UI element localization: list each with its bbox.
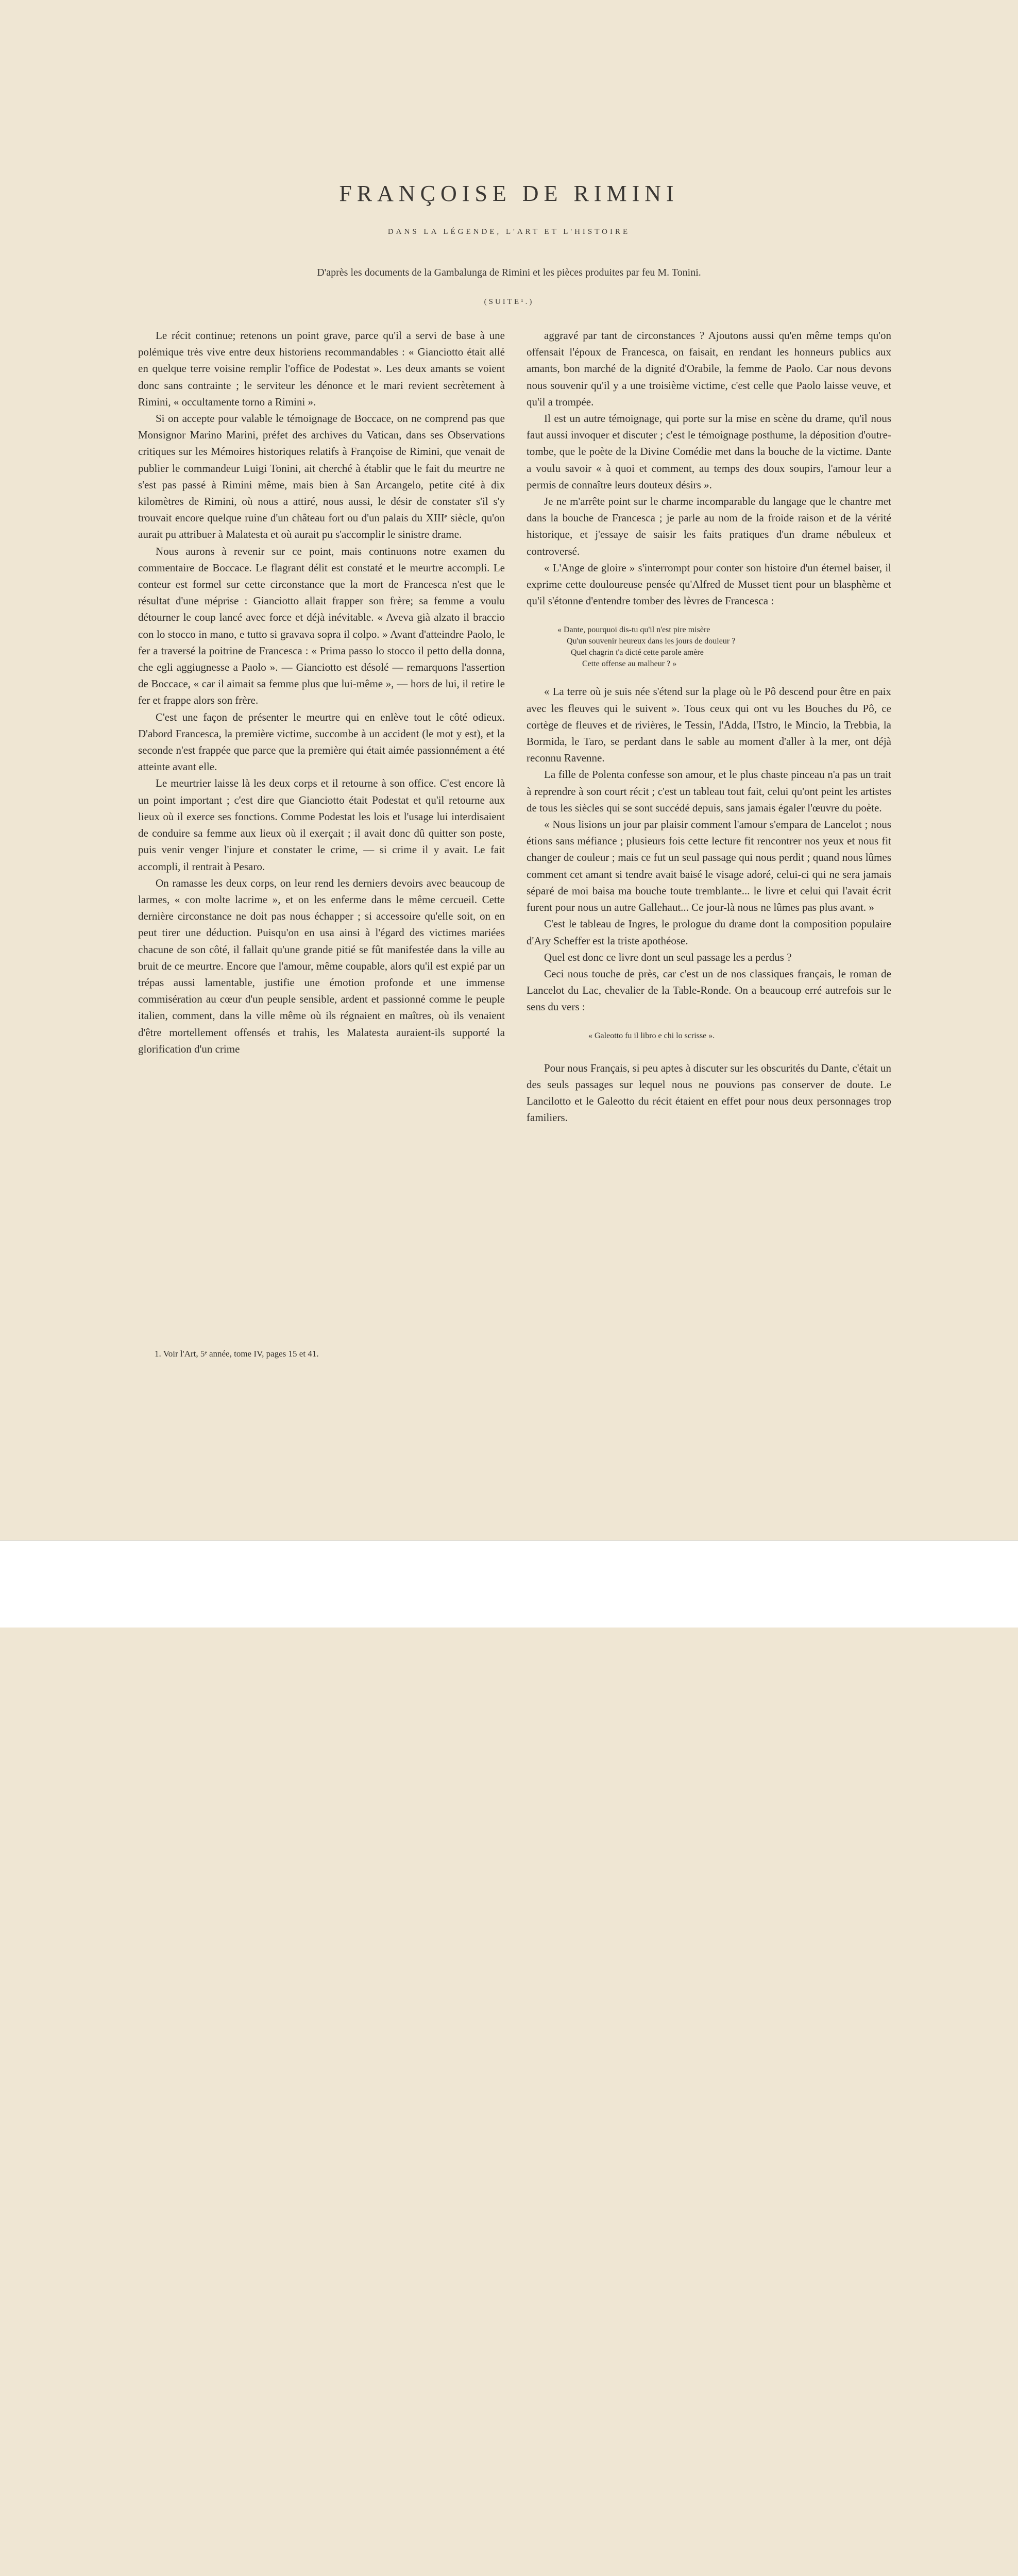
left-column bbox=[138, 327, 505, 1057]
paragraph: La fille de Polenta confesse son amour, et le plus chaste pinceau n'a pas un trait à reprendre à son court récit ; c'est un tableau tout fait, celui qu'ont peint les artistes de tous les siècles qui se sont succédé depuis, sans jamais égaler l'œuvre du poète. bbox=[527, 768, 891, 814]
article-suite-marker: (SUITE¹.) bbox=[484, 298, 534, 306]
verse-line: Qu'un souvenir heureux dans les jours de douleur ? bbox=[567, 637, 736, 646]
paragraph: On ramasse les deux corps, on leur rend les derniers devoirs avec beaucoup de larmes, « con molte lacrime », et on les enferme dans le même cercueil. Cette dernière circonstance ne doit pas nous échapper ; si accessoire qu'elle soit, on en peut tirer une déduction. Puisqu'on en usa ainsi à l'égard des victimes mariées chacune de son côté, il fallait qu'une grande pitié se fût manifestée dans la ville au bruit de ce meurtre. Encore que l'amour, même coupable, alors qu'il est expié par un trépas aussi lamentable, justifie une émotion profonde et une immense commisération au cœur d'un peuple sensible, ardent et passionné comme le peuple italien, comment, dans la ville même où ils régnaient en maîtres, où ils venaient d'être mortellement offensés et trahis, les Malatesta auraient-ils supporté la glorification d'un crime bbox=[138, 876, 505, 1055]
paragraph: Le meurtrier laisse là les deux corps et il retourne à son office. C'est encore là un point important ; c'est dire que Gianciotto était Podestat et qu'il retourne aux lieux où il exerce ses fonctions. Comme Podestat les lois et l'usage lui interdisaient de conduire sa femme aux lieux où il exerçait ; il avait donc dû quitter son poste, puis venir venger l'injure et constater le crime, — si crime il y avait. Le fait accompli, il rentrait à Pesaro. bbox=[138, 777, 505, 873]
verse-line: Quel chagrin t'a dicté cette parole amère bbox=[571, 648, 704, 657]
paragraph: « L'Ange de gloire » s'interrompt pour conter son histoire d'un éternel baiser, il exprime cette douloureuse pensée qu'Alfred de Musset tient pour un blasphème et qu'il s'étonne d'entendre tomber des lèvres de Francesca : bbox=[527, 561, 891, 607]
verse-line: « Dante, pourquoi dis-tu qu'il n'est pire misère bbox=[557, 625, 710, 635]
paragraph: aggravé par tant de circonstances ? Ajoutons aussi qu'en même temps qu'on offensait l'époux de Francesca, on faisait, en rendant les honneurs publics aux amants, bon marché de la dignité d'Orabile, la femme de Paolo. Car nous devons nous souvenir qu'il y a une troisième victime, c'est celle que Paolo laisse veuve, et qu'il a trompée. bbox=[527, 329, 891, 408]
paragraph: C'est le tableau de Ingres, le prologue du drame dont la composition populaire d'Ary Scheffer est la triste apothéose. bbox=[527, 918, 891, 947]
paragraph: Le récit continue; retenons un point grave, parce qu'il a servi de base à une polémique très vive entre deux historiens recommandables : « Gianciotto était allé en quelque terre voisine remplir l'office de Podestat ». Les deux amants se voient donc sans contrainte ; le serviteur les dénonce et le mari revient secrètement à Rimini, « occultamente torno a Rimini ». bbox=[138, 329, 505, 408]
viewer-footer bbox=[0, 1540, 1018, 1628]
paragraph: « Nous lisions un jour par plaisir comment l'amour s'empara de Lancelot ; nous étions sans méfiance ; plusieurs fois cette lecture fit rencontrer nos yeux et nous fit changer de couleur ; mais ce fut un seul passage qui nous perdit ; quand nous lûmes comment cet amant si tendre avait baisé le visage adoré, celui-ci qui ne sera jamais séparé de moi baisa ma bouche toute tremblante... le livre et celui qui l'avait écrit furent pour nous un autre Gallehaut... Ce jour-là nous ne lûmes pas plus avant. » bbox=[527, 818, 891, 914]
paragraph: Je ne m'arrête point sur le charme incomparable du langage que le chantre met dans la bouche de Francesca ; je parle au nom de la froide raison et de la vérité historique, et j'essaye de saisir les faits pratiques d'un drame nébuleux et controversé. bbox=[527, 495, 891, 557]
paragraph: Nous aurons à revenir sur ce point, mais continuons notre examen du commentaire de Boccace. Le flagrant délit est constaté et le meurtre accompli. Le conteur est formel sur cette circonstance que la mort de Francesca n'est que le résultat d'une méprise : Gianciotto allait frapper son frère; sa femme a voulu détourner le coup lancé avec force et déjà inévitable. « Aveva già alzato il braccio con lo stocco in mano, e tutto si gravava sopra il colpo. » Avant d'atteindre Paolo, le fer a traversé la poitrine de Francesca : « Prima passo lo stocco il petto della donna, che egli aggiugnesse a Paolo ». — Gianciotto est désolé — remarquons l'assertion de Boccace, « car il aimait sa femme plus que lui-même », — hors de lui, il retire le fer et frappe alors son frère. bbox=[138, 545, 505, 707]
italian-verse-quote: « Galeotto fu il libro e chi lo scrisse ». bbox=[588, 1031, 715, 1040]
paragraph: C'est une façon de présenter le meurtre qui en enlève tout le côté odieux. D'abord Francesca, la première victime, succombe à un accident (le mot y est), et la seconde n'est frappée que parce que la première qui était aimée passionnément a été atteinte avant elle. bbox=[138, 710, 505, 773]
verse-line: Cette offense au malheur ? » bbox=[582, 659, 677, 669]
paragraph: Si on accepte pour valable le témoignage de Boccace, on ne comprend pas que Monsignor Marino Marini, préfet des archives du Vatican, dans ses Observations critiques sur les Mémoires historiques relatifs à Françoise de Rimini, que venait de publier le commandeur Luigi Tonini, ait cherché à établir que le fait du meurtre ne s'est pas passé à Rimini même, mais bien à San Arcangelo, petite cité à dix kilomètres de Rimini, où nous a attiré, nous aussi, le désir de constater s'il s'y trouvait encore quelque ruine d'un château fort ou d'un palais du XIIIᵉ siècle, qu'on aurait pu attribuer à Malatesta et où aurait pu s'accomplir le sinistre drame. bbox=[138, 412, 505, 541]
article-source-line: D'après les documents de la Gambalunga de Rimini et les pièces produites par feu M. Tonini. bbox=[317, 267, 701, 278]
right-column bbox=[527, 327, 891, 1126]
paragraph: « La terre où je suis née s'étend sur la plage où le Pô descend pour être en paix avec les fleuves qui le suivent ». Tous ceux qui ont vu les Bouches du Pô, ce cortège de fleuves et de rivières, le Tessin, l'Adda, l'Istro, le Mincio, la Trebbia, la Bormida, le Taro, se perdant dans le sable au moment d'aller à la mer, ont déjà reconnu Ravenne. bbox=[527, 685, 891, 765]
paragraph: Pour nous Français, si peu aptes à discuter sur les obscurités du Dante, c'était un des seuls passages sur lequel nous ne pouvions pas conserver de doute. Le Lancilotto et le Galeotto du récit étaient en effet pour nous deux personnages trop familiers. bbox=[527, 1061, 891, 1124]
paragraph: Quel est donc ce livre dont un seul passage les a perdus ? bbox=[544, 951, 792, 963]
article-subtitle: DANS LA LÉGENDE, L'ART ET L'HISTOIRE bbox=[387, 228, 631, 236]
paragraph: Ceci nous touche de près, car c'est un de nos classiques français, le roman de Lancelot du Lac, chevalier de la Table-Ronde. On a beaucoup erré autrefois sur le sens du vers : bbox=[527, 967, 891, 1013]
verse-quotation bbox=[557, 624, 891, 670]
paragraph: Il est un autre témoignage, qui porte sur la mise en scène du drame, qu'il nous faut aussi invoquer et discuter ; c'est le témoignage posthume, la déposition d'outre-tombe, que le poète de la Divine Comédie met dans la bouche de la victime. Dante a voulu savoir « à quoi et comment, au temps des doux soupirs, l'amour leur a permis de connaître leurs douteux désirs ». bbox=[527, 412, 891, 491]
article-title: FRANÇOISE DE RIMINI bbox=[339, 181, 679, 206]
footnote: 1. Voir l'Art, 5ᵉ année, tome IV, pages 15 et 41. bbox=[155, 1349, 319, 1359]
